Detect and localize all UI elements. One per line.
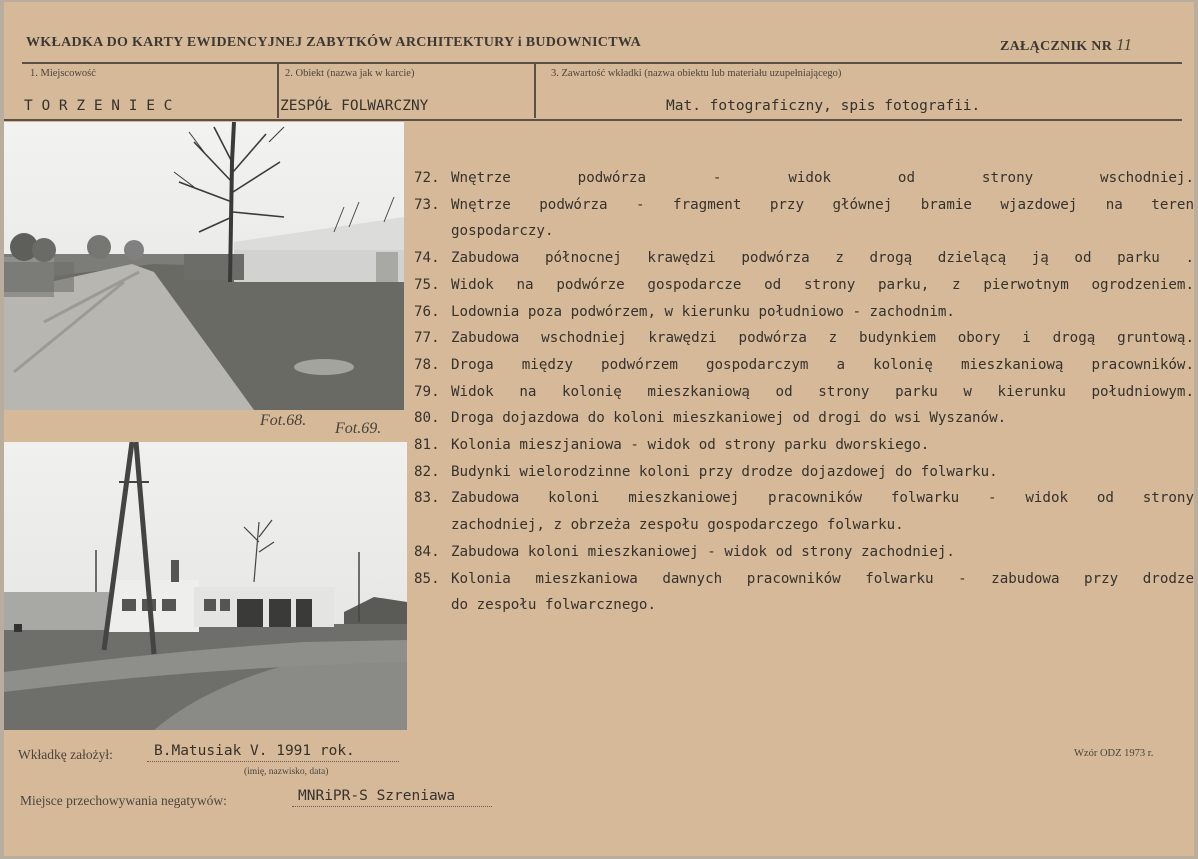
list-item: 85. Kolonia mieszkaniowa dawnych pracowników folwarku - zabudowa przy drodze [414, 570, 1194, 587]
header-rule [22, 62, 1182, 64]
attachment-number-value: 11 [1115, 35, 1133, 54]
locality-value: T O R Z E N I E C [24, 98, 173, 114]
author-value: B.Matusiak V. 1991 rok. [154, 743, 355, 759]
storage-line [292, 806, 492, 807]
object-label: 2. Obiekt (nazwa jak w karcie) [285, 68, 415, 79]
list-item: 81. Kolonia mieszjaniowa - widok od strony parku dworskiego. [414, 437, 930, 454]
list-item: 76. Lodownia poza podwórzem, w kierunku południowo - zachodnim. [414, 303, 955, 320]
locality-label: 1. Miejscowość [30, 68, 96, 79]
list-item: 73. Wnętrze podwórza - fragment przy głównej bramie wjazdowej na teren [414, 196, 1194, 213]
farmyard-photo-image [4, 122, 404, 410]
list-item: 79. Widok na kolonię mieszkaniową od strony parku w kierunku południowym. [414, 383, 1194, 400]
attachment-number [1000, 35, 1132, 55]
photo-list [414, 165, 1194, 619]
photo-caption-69: Fot.69. [335, 420, 382, 437]
storage-label: Miejsce przechowywania negatywów: [20, 793, 227, 808]
list-item: 80. Droga dojazdowa do koloni mieszkaniowej od drogi do wsi Wyszanów. [414, 410, 1007, 427]
list-item: 82. Budynki wielorodzinne koloni przy drodze dojazdowej do folwarku. [414, 463, 998, 480]
list-item: 84. Zabudowa koloni mieszkaniowej - widok od strony zachodniej. [414, 543, 955, 560]
record-card [4, 2, 1194, 856]
field-divider [534, 62, 536, 118]
attachment-label: ZAŁĄCZNIK NR [1000, 39, 1113, 54]
card-title: WKŁADKA DO KARTY EWIDENCYJNEJ ZABYTKÓW ARCHITEKTURY i BUDOWNICTWA [26, 35, 642, 50]
list-item: 78. Droga między podwórzem gospodarczym a kolonię mieszkaniową pracowników. [414, 356, 1194, 373]
form-label: Wzór ODZ 1973 r. [1074, 748, 1154, 759]
author-hint: (imię, nazwisko, data) [244, 767, 329, 777]
content-label: 3. Zawartość wkładki (nazwa obiektu lub materiału uzupełniającego) [551, 68, 842, 79]
list-item: zachodniej, z obrzeża zespołu gospodarczego folwarku. [451, 517, 904, 534]
storage-value: MNRiPR-S Szreniawa [298, 788, 456, 804]
author-line [147, 761, 399, 762]
list-item: 83. Zabudowa koloni mieszkaniowej pracowników folwarku - widok od strony [414, 490, 1194, 507]
author-label: Wkładkę założył: [18, 747, 113, 762]
object-value: ZESPÓŁ FOLWARCZNY [280, 98, 429, 114]
photo-colony-road [4, 442, 407, 730]
list-item: 74. Zabudowa północnej krawędzi podwórza z drogą dzielącą ją od parku . [414, 250, 1194, 267]
list-item: do zespołu folwarcznego. [451, 597, 656, 614]
colony-road-photo-image [4, 442, 407, 730]
list-item: 72. Wnętrze podwórza - widok od strony wschodniej. [414, 170, 1194, 186]
fields-rule [4, 119, 1182, 121]
list-item: 77. Zabudowa wschodniej krawędzi podwórza z budynkiem obory i drogą gruntową. [414, 330, 1194, 347]
list-item: 75. Widok na podwórze gospodarcze od strony parku, z pierwotnym ogrodzeniem. [414, 276, 1194, 293]
photo-farmyard [4, 122, 404, 410]
list-item: gospodarczy. [451, 223, 554, 240]
content-value: Mat. fotograficzny, spis fotografii. [666, 98, 981, 114]
photo-caption-68: Fot.68. [260, 412, 307, 429]
field-divider [277, 62, 279, 118]
